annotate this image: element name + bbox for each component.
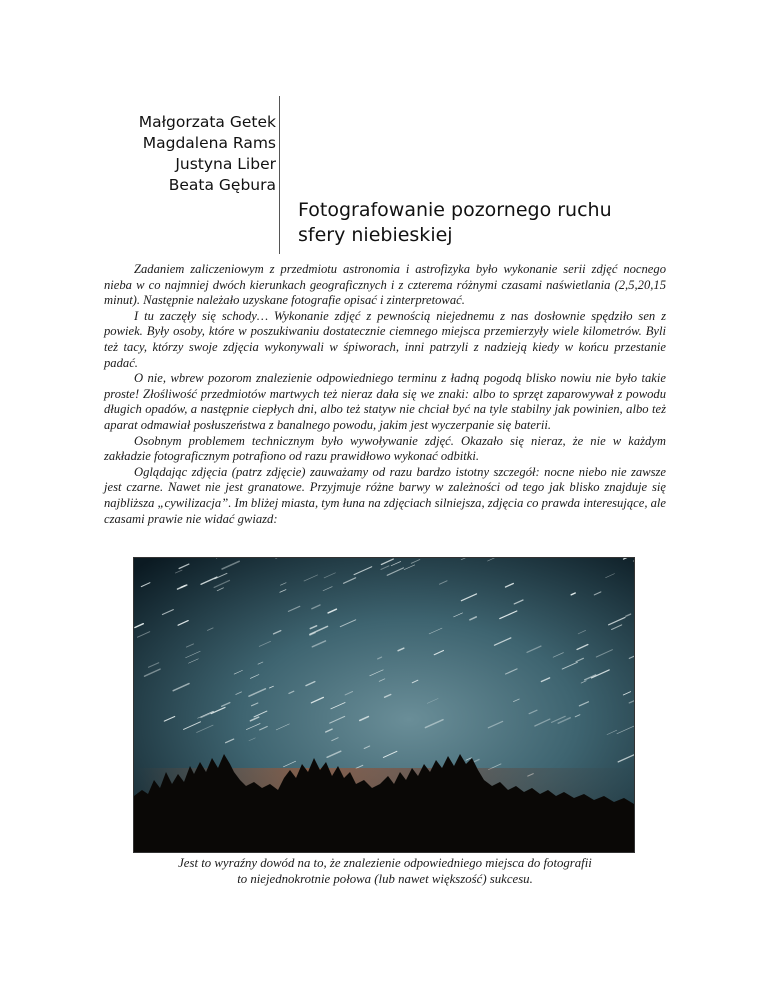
author-name: Małgorzata Getek [138,113,276,131]
paragraph: O nie, wbrew pozorom znalezienie odpowiedniego terminu z ładną pogodą blisko nowiu nie było takie proste! Złośliwość przedmiotów martwych też nieraz dała się we znaki: albo to sprzęt zaparowywał z powodu długich opadów, a następnie ciepłych dni, albo też statyw nie chciał być na tyle stabilny jak powinien, albo też aparat odmawiał posłuszeństwa z banalnego powodu, jakim jest wyczerpanie się baterii. [104,371,666,432]
author-list [100,112,276,196]
night-sky-photo [133,557,635,853]
title-line: sfery niebieskiej [298,224,453,246]
paragraph: Oglądając zdjęcia (patrz zdjęcie) zauważamy od razu bardzo istotny szczegół: nocne niebo nie zawsze jest czarne. Nawet nie jest granatowe. Przyjmuje różne barwy w zależności od tego jak blisko znajduje się najbliższa „cywilizacja”. Im bliżej miasta, tym łuna na zdjęciach silniejsza, zdjęcia co prawda interesujące, ale czasami prawie nie widać gwiazd: [104,464,667,526]
caption-line: Jest to wyraźny dowód na to, że znalezienie odpowiedniego miejsca do fotografii [178,856,592,870]
paragraph: I tu zaczęły się schody… Wykonanie zdjęć z pewnością niejednemu z nas dosłownie spędziło sen z powiek. Były osoby, które w poszukiwaniu dostatecznie ciemnego miejsca przemierzyły wiele kilometrów. Byli też tacy, którzy swoje zdjęcia wykonywali w śpiworach, inni patrzyli z nadzieją kiedy w końcu przestanie padać. [104,308,666,370]
author-name: Magdalena Rams [142,134,276,152]
author-name: Beata Gębura [168,176,276,194]
article-body [104,262,666,527]
document-title [298,198,678,248]
paragraph: Osobnym problemem technicznym było wywoływanie zdjęć. Okazało się nieraz, że nie w każdym zakładzie fotograficznym potrafiono od razu prawidłowo wykonać odbitki. [104,433,666,464]
photo-caption [104,856,666,887]
paragraph: Zadaniem zaliczeniowym z przedmiotu astronomia i astrofizyka było wykonanie serii zdjęć nocnego nieba w co najmniej dwóch kierunkach geograficznych i z czterema różnymi czasami naświetlania (2,5,20,15 minut). Następnie należało uzyskane fotografie opisać i zinterpretować. [104,262,666,308]
vertical-divider [279,96,280,254]
title-line: Fotografowanie pozornego ruchu [298,199,612,221]
author-name: Justyna Liber [175,155,276,173]
caption-line: to niejednokrotnie połowa (lub nawet większość) sukcesu. [237,871,533,886]
